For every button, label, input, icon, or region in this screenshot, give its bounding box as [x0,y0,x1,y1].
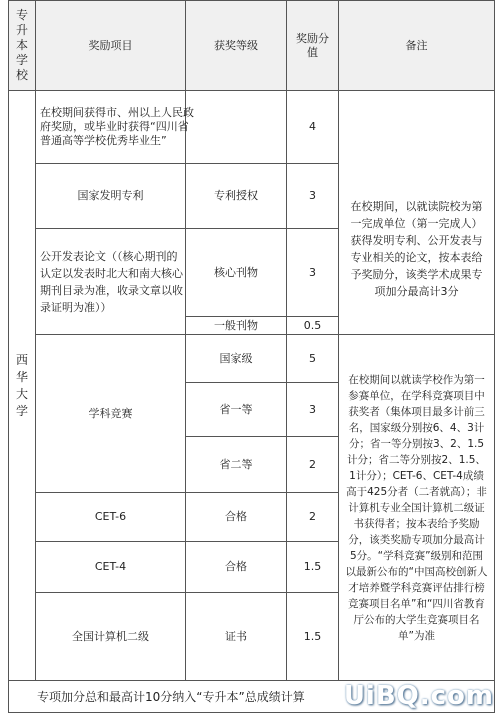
row5-score-value: 5 [309,351,316,365]
row1-item [36,91,285,163]
row6-score [287,383,338,436]
row5-item-text: 学科竞赛 [88,406,133,420]
row4-level-text: 一般刊物 [214,318,258,332]
row10-item-text: 全国计算机二级 [72,629,149,643]
row9-score [287,542,338,592]
row3-score [287,229,338,316]
row6-score-value: 3 [309,402,316,416]
header-item-label: 奖励项目 [88,38,133,52]
header-school-label: 专升本学校 [15,8,28,82]
row2-item-text: 国家发明专利 [77,189,144,202]
row10-level [186,593,286,680]
row1-score-value: 4 [309,120,316,133]
row9-item [36,542,185,592]
row8-level-text: 合格 [225,510,247,523]
row1-item-text: 在校期间获得市、州以上人民政府奖励，或毕业时获得“四川省普通高等学校优秀毕业生” [40,106,194,147]
row5-level [186,335,286,382]
row2-score-value: 3 [309,189,316,202]
row2-level [186,164,286,228]
school-name [9,91,35,680]
row5-level-text: 国家级 [219,351,253,365]
school-name-label: 西华大学 [15,352,28,418]
row5-item [36,335,185,492]
row2-score [287,164,338,228]
row10-item [36,593,185,680]
note-patent-paper [339,164,494,334]
row1-score [287,91,338,163]
note-competition-text: 在校期间以就读学校作为第一参赛单位，在学科竞赛项目中获奖者（集体项目最多计前三名，国家级分别按6、4、3计分；省一等分别按3、2、1.5计分；省二等分别按2、1.5、1计分）；CET-6、CET-4成绩高于425分者（二者就高）；非计算机专业全国计算机二级证书获得者；按本表给予奖励分，该类奖励专项加分最高计5分。“学科竞赛”级别和范围以最新公布的“中国高校创新人才培养暨学科竞赛评估排行榜竞赛项目名单”和“四川省教育厅公布的大学生竞赛项目名单”为准 [345,373,488,642]
row9-level [186,542,286,592]
header-level-label: 获奖等级 [214,38,258,52]
row3-item-text: 公开发表论文（（核心期刊的认定以发表时北大和南大核心期刊目录为准，收录文章以收录证明为准）） [40,249,183,314]
header-item [36,1,185,90]
footer-note-text: 专项加分总和最高计10分纳入“专升本”总成绩计算 [37,689,305,704]
header-score-label: 奖励分值 [296,31,329,59]
row10-score [287,593,338,680]
row4-score [287,317,338,334]
row4-score-value: 0.5 [303,318,322,332]
row9-level-text: 合格 [225,560,247,573]
row2-item [36,164,185,228]
note-patent-paper-text: 在校期间，以就读院校为第一完成单位（第一完成人）获得发明专利、公开发表与专业相关的论文，按本表给予奖励分，该类学术成果专项加分最高计3分 [350,200,483,298]
row3-score-value: 3 [309,265,316,279]
row5-score [287,335,338,382]
row7-score-value: 2 [309,457,316,471]
row8-level [186,493,286,541]
row8-item-text: CET-6 [94,510,127,523]
row7-score [287,437,338,492]
row6-level-text: 省一等 [219,402,253,416]
row3-level [186,229,286,316]
row2-level-text: 专利授权 [214,189,258,202]
row9-score-value: 1.5 [303,560,322,573]
row8-score [287,493,338,541]
row8-item [36,493,185,541]
header-score [287,1,338,90]
row7-level-text: 省二等 [219,457,253,471]
row6-level [186,383,286,436]
row9-item-text: CET-4 [94,560,127,573]
watermark-logo: UiBQ.com [343,681,494,711]
row3-item [36,229,185,334]
header-level [186,1,286,90]
header-note-label: 备注 [405,38,428,52]
header-school [9,1,35,90]
row4-level [186,317,286,334]
row7-level [186,437,286,492]
row10-score-value: 1.5 [303,629,322,643]
row3-level-text: 核心刊物 [214,265,258,279]
row10-level-text: 证书 [225,629,247,643]
row8-score-value: 2 [309,510,316,523]
header-note [339,1,494,90]
note-competition [339,335,494,680]
